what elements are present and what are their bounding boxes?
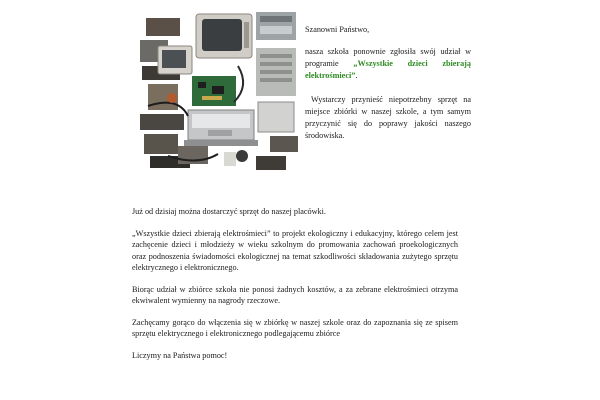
letter-aside bbox=[305, 24, 471, 142]
intro-end: . bbox=[355, 71, 358, 80]
letter-body bbox=[132, 206, 458, 361]
intro-paragraph bbox=[305, 46, 471, 82]
closing-line: Liczymy na Państwa pomoc! bbox=[132, 350, 228, 360]
intro-text: nasza szkoła ponownie zgłosiła swój udział w programie bbox=[305, 47, 471, 68]
aside-paragraph: Wystarczy przynieść niepotrzebny sprzęt na miejsce zbiórki w naszej szkole, a tym samym przyczynić się do poprawy jakości naszego środowiska. bbox=[305, 95, 471, 140]
body-paragraph: Biorąc udział w zbiórce szkoła nie ponosi żadnych kosztów, a za zebrane elektrośmieci otrzyma ekwiwalent wymienny na nagrody rzeczowe. bbox=[132, 284, 458, 305]
body-paragraph: „Wszystkie dzieci zbierają elektrośmieci” to projekt ekologiczny i edukacyjny, którego celem jest zachęcenie dzieci i młodzieży w wieku szkolnym do promowania zachowań proekologicznych oraz podnoszenia świadomości ekologicznej na temat szkodliwości składowania zużytego sprzętu elektrycznego i elektronicznego. bbox=[132, 228, 458, 272]
electronic-waste-pile-icon bbox=[140, 12, 298, 170]
body-paragraph: Już od dzisiaj można dostarczyć sprzęt do naszej placówki. bbox=[132, 207, 326, 216]
electronic-waste-illustration bbox=[138, 6, 300, 174]
body-paragraph: Zachęcamy gorąco do włączenia się w zbiórkę w naszej szkole oraz do zapoznania się ze spisem sprzętu elektrycznego i elektronicznego podlegającemu zbiórce bbox=[132, 317, 458, 338]
greeting: Szanowni Państwo, bbox=[305, 25, 370, 34]
program-name: „Wszystkie dzieci zbierają elektrośmieci” bbox=[305, 59, 471, 80]
